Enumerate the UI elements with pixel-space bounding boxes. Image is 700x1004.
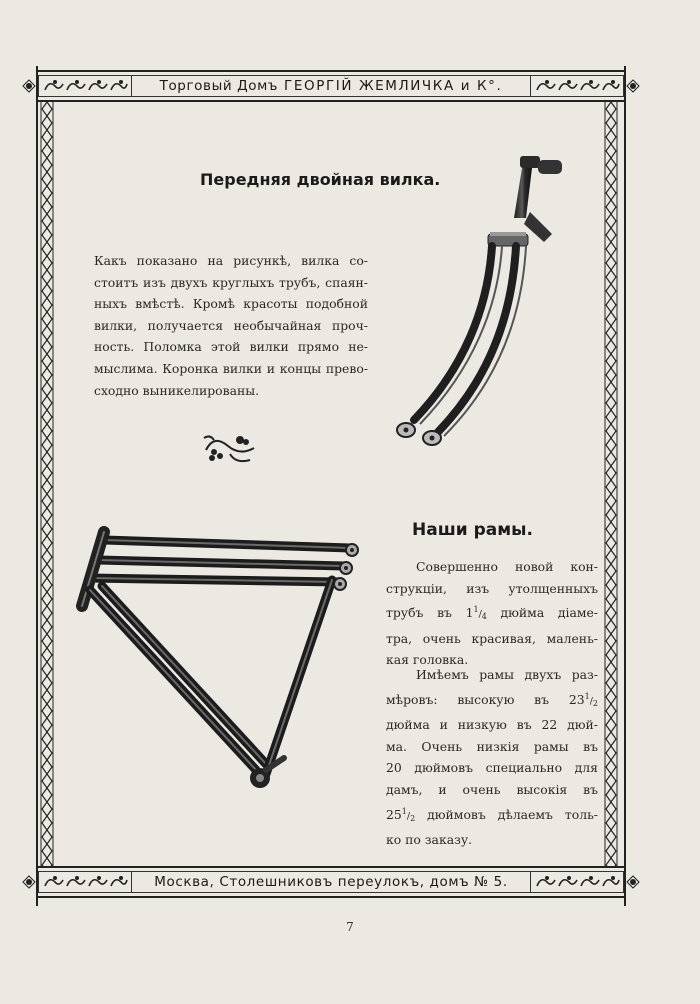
right-border-ornament <box>604 102 618 866</box>
fork-section-title: Передняя двойная вилка. <box>200 170 441 189</box>
fraction-numerator: 1 <box>584 691 590 701</box>
fork-line: вилки, получается необычайная проч- <box>94 317 368 333</box>
fork-line: мыслима. Коронка вилки и концы прево- <box>94 360 368 376</box>
frames-line-part: дюймовъ дѣлаемъ толь- <box>415 806 598 822</box>
frames-line: тра, очень красивая, малень- <box>386 630 598 646</box>
frames-section-title: Наши рамы. <box>412 520 533 540</box>
fraction: $^1/_2$ <box>401 806 416 823</box>
fraction-denominator: 4 <box>481 612 487 622</box>
fork-line: сходно выникелированы. <box>94 382 260 398</box>
frames-line: Совершенно новой кон- <box>416 559 598 574</box>
frames-line: ма. Очень низкія рамы въ <box>386 738 598 754</box>
fraction-denominator: 2 <box>592 698 598 708</box>
frames-line <box>386 801 598 830</box>
double-fork-illustration <box>380 148 580 448</box>
frames-line-part: трубъ въ 1 <box>386 605 474 621</box>
footer-right-ornament <box>530 872 624 892</box>
page-footer <box>38 866 624 898</box>
frames-line-part: мѣровъ: высокую въ 23 <box>386 691 585 707</box>
fraction-denominator: 2 <box>410 813 416 823</box>
fork-line: Какъ показано на рисункѣ, вилка со- <box>94 253 368 268</box>
frames-line: кая головка. <box>386 652 469 668</box>
header-right-ornament <box>530 76 624 96</box>
left-border-ornament <box>40 102 54 866</box>
bicycle-frame-illustration <box>60 520 370 800</box>
fraction: $^1/_4$ <box>473 605 487 622</box>
fraction-numerator: 1 <box>401 806 407 816</box>
frames-paragraph-1 <box>386 556 598 671</box>
fraction-numerator: 1 <box>473 605 479 615</box>
fork-line: стоитъ изъ двухъ круглыхъ трубъ, спаян- <box>94 274 368 290</box>
fork-description <box>94 250 368 401</box>
footer-address: Москва, Столешниковъ переулокъ, домъ № 5. <box>154 874 508 890</box>
frames-line <box>386 686 598 715</box>
frames-line: 20 дюймовъ специально для <box>386 760 598 776</box>
floral-ornament <box>200 430 260 466</box>
frames-line: ко по заказу. <box>386 832 473 848</box>
frames-line: Имѣемъ рамы двухъ раз- <box>416 667 598 682</box>
frames-line: струкціи, изъ утолщенныхъ <box>386 580 598 596</box>
frames-line-part: дюйма діаме- <box>486 605 598 621</box>
frames-paragraph-2 <box>386 664 598 851</box>
company-name: ГЕОРГІЙ ЖЕМЛИЧКА и К°. <box>284 78 503 94</box>
fork-line: ныхъ вмѣстѣ. Кромѣ красоты подобной <box>94 296 368 312</box>
company-prefix: Торговый Домъ <box>159 78 279 94</box>
fraction: $^1/_2$ <box>584 691 598 708</box>
frames-line: дамъ, и очень высокія въ <box>386 781 598 797</box>
page-number: 7 <box>346 920 354 934</box>
frames-line: дюйма и низкую въ 22 дюй- <box>386 717 598 733</box>
frames-line-part: 25 <box>386 806 402 822</box>
header-left-ornament <box>38 76 132 96</box>
frames-line <box>386 599 598 628</box>
footer-left-ornament <box>38 872 132 892</box>
fork-line: ность. Поломка этой вилки прямо не- <box>94 339 368 355</box>
page-header <box>38 70 624 102</box>
